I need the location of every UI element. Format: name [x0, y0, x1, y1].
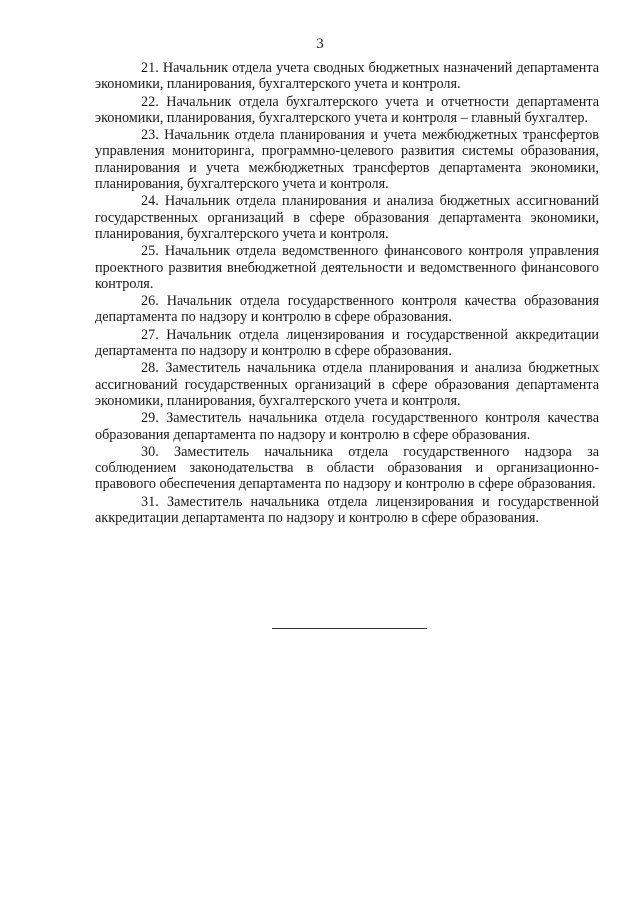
list-item: 24. Начальник отдела планирования и анализа бюджетных ассигнований государственных организаций в сфере образования департамента экономики, планирования, бухгалтерского учета и контроля.	[95, 193, 599, 242]
list-item: 30. Заместитель начальника отдела государственного надзора за соблюдением законодательства в области образования и организационно-правового обеспечения департамента по надзору и контролю в сфере образования.	[95, 443, 599, 493]
list-item: 23. Начальник отдела планирования и учета межбюджетных трансфертов управления мониторинга, программно-целевого развития системы образования, планирования и учета межбюджетных трансфертов департамента экономики, планирования, бухгалтерского учета и контроля.	[95, 127, 599, 193]
list-item: 27. Начальник отдела лицензирования и государственной аккредитации департамента по надзору и контролю в сфере образования.	[95, 326, 599, 360]
page-number: 3	[316, 36, 324, 52]
list-item: 25. Начальник отдела ведомственного финансового контроля управления проектного развития внебюджетной деятельности и ведомственного финансового контроля.	[95, 243, 599, 292]
list-item: 21. Начальник отдела учета сводных бюджетных назначений департамента экономики, планирования, бухгалтерского учета и контроля.	[95, 60, 599, 93]
list-item: 28. Заместитель начальника отдела планирования и анализа бюджетных ассигнований государственных организаций в сфере образования департамента экономики, планирования, бухгалтерского учета и контроля.	[95, 360, 599, 409]
separator-line	[272, 628, 427, 629]
list-item: 26. Начальник отдела государственного контроля качества образования департамента по надзору и контролю в сфере образования.	[95, 293, 599, 326]
list-item: 22. Начальник отдела бухгалтерского учета и отчетности департамента экономики, планирования, бухгалтерского учета и контроля – главный бухгалтер.	[95, 93, 599, 126]
document-body	[95, 60, 599, 526]
list-item: 31. Заместитель начальника отдела лицензирования и государственной аккредитации департамента по надзору и контролю в сфере образования.	[95, 493, 599, 527]
list-item: 29. Заместитель начальника отдела государственного контроля качества образования департамента по надзору и контролю в сфере образования.	[95, 410, 599, 443]
